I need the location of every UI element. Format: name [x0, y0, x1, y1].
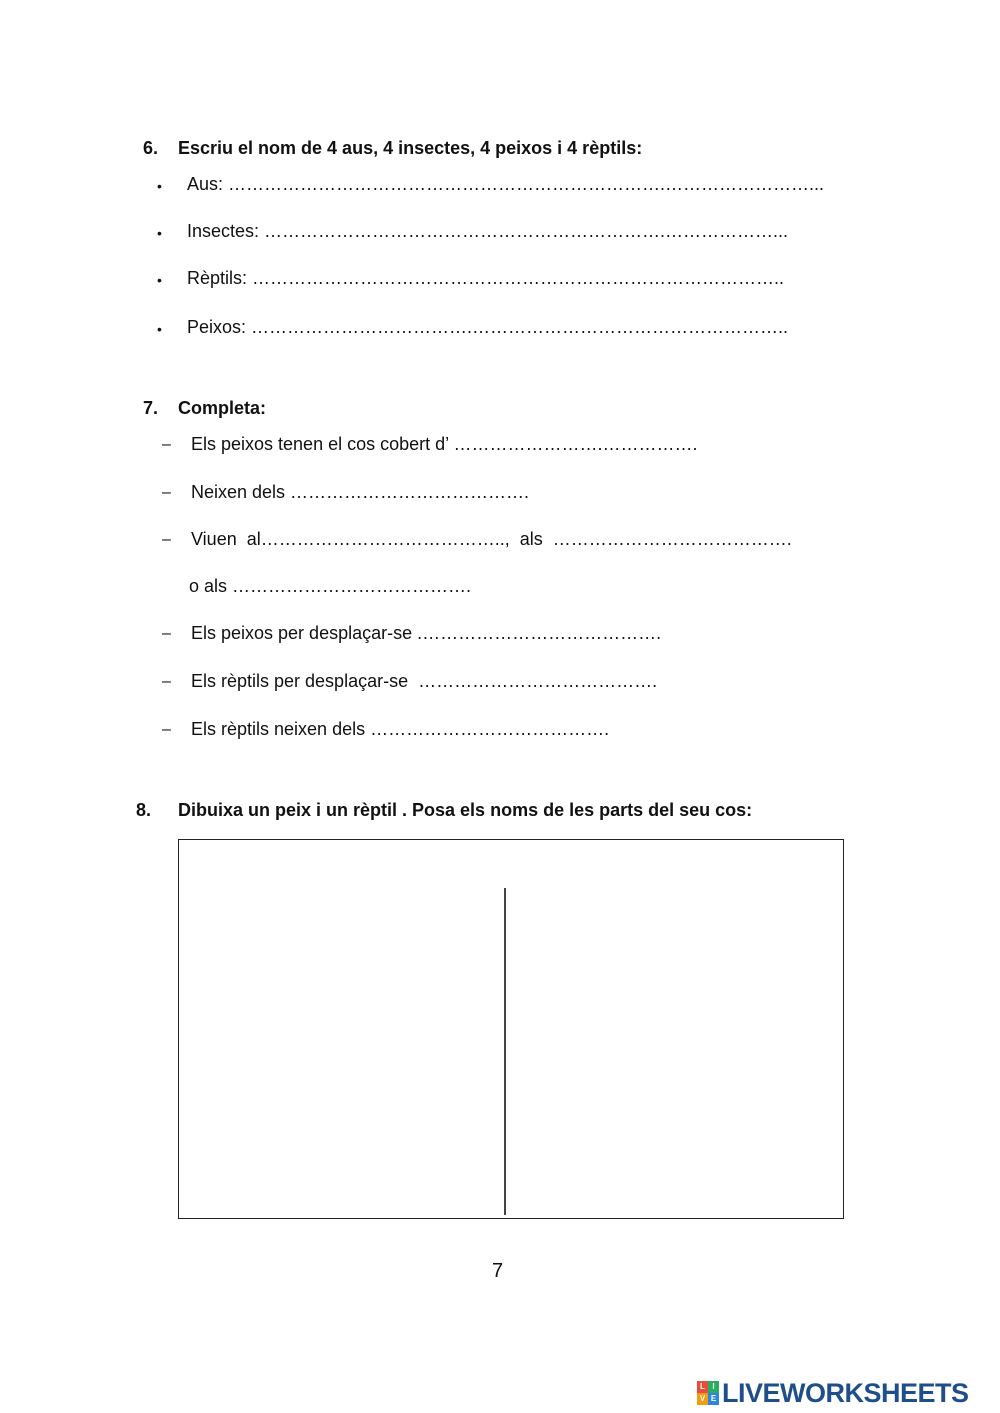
bullet-icon: • — [157, 321, 162, 337]
fill-line-3b: o als …………………………………. — [189, 576, 472, 596]
drawing-divider — [504, 888, 506, 1215]
logo-icon — [697, 1381, 719, 1405]
section6-title: Escriu el nom de 4 aus, 4 insectes, 4 peixos i 4 rèptils: — [178, 138, 643, 158]
fill-line-5: Els rèptils per desplaçar-se …………………………………. — [191, 671, 658, 691]
dash-icon: – — [162, 625, 171, 642]
section7-number: 7. — [143, 398, 159, 418]
list-item-aus: Aus: ……………………………………………………………….……………………... — [187, 174, 825, 194]
dash-icon: – — [162, 484, 171, 501]
fill-line-1: Els peixos tenen el cos cobert d’ …………………….……………. — [191, 434, 698, 454]
logo-icon-l: L — [697, 1381, 708, 1393]
fill-line-6: Els rèptils neixen dels …………………………………. — [191, 719, 610, 739]
dash-icon: – — [162, 721, 171, 738]
dash-icon: – — [162, 436, 171, 453]
logo-icon-i: I — [708, 1381, 719, 1393]
logo-icon-v: V — [697, 1393, 708, 1405]
list-item-insectes: Insectes: ………………………………………………………….………………... — [187, 221, 789, 241]
dash-icon: – — [162, 531, 171, 548]
page-number: 7 — [492, 1260, 504, 1282]
logo-icon-e: E — [708, 1393, 719, 1405]
section8-number: 8. — [136, 800, 152, 820]
logo-text: LIVEWORKSHEETS — [722, 1377, 969, 1408]
list-item-reptils: Rèptils: …………………………………………………………………………….. — [187, 268, 785, 288]
dash-icon: – — [162, 673, 171, 690]
drawing-box[interactable] — [178, 839, 844, 1219]
bullet-icon: • — [157, 178, 162, 194]
fill-line-4: Els peixos per desplaçar-se .…………………………………. — [191, 623, 662, 643]
fill-line-2: Neixen dels …………………………………. — [191, 482, 530, 502]
section6-number: 6. — [143, 138, 159, 158]
list-item-peixos: Peixos: ……………………………….…………………………………………….. — [187, 317, 789, 337]
bullet-icon: • — [157, 225, 162, 241]
liveworksheets-logo[interactable] — [697, 1378, 969, 1408]
fill-line-3: Viuen al………………………………….., als …………………………………. — [191, 529, 792, 549]
section7-title: Completa: — [178, 398, 267, 418]
bullet-icon: • — [157, 272, 162, 288]
section8-title: Dibuixa un peix i un rèptil . Posa els noms de les parts del seu cos: — [178, 800, 753, 820]
